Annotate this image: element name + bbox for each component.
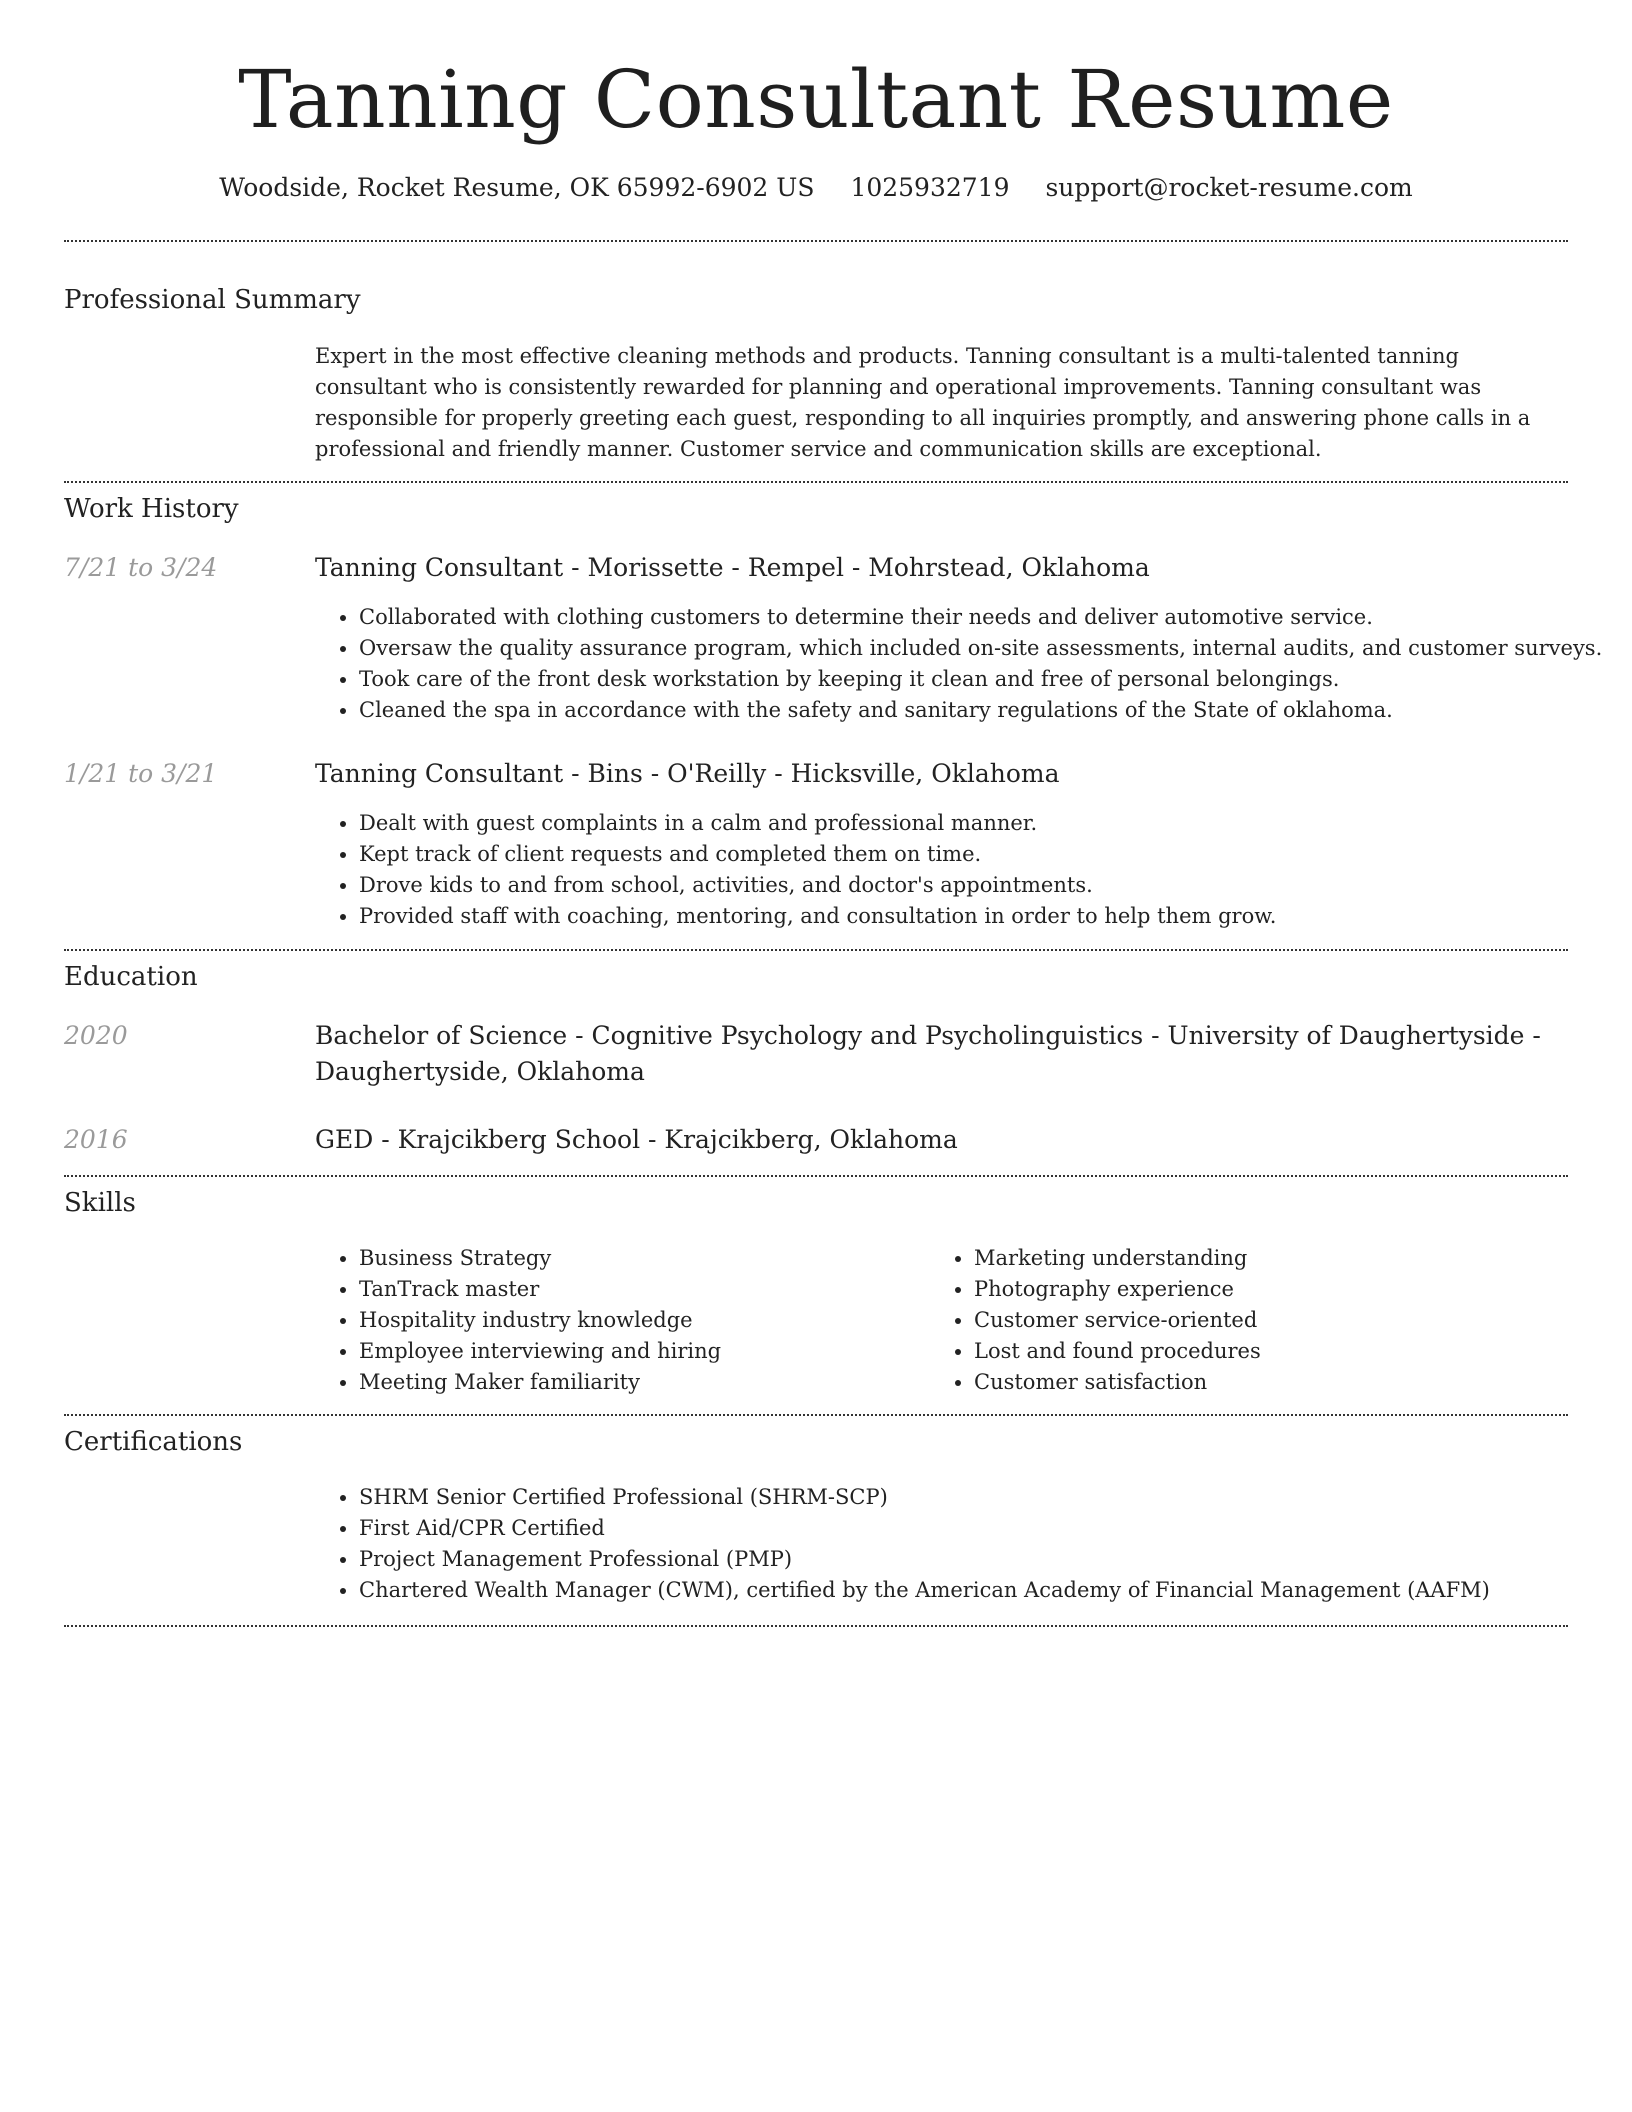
job-title: Tanning Consultant [315, 553, 564, 582]
list-item: • Marketing understanding [974, 1243, 1574, 1274]
list-item: • Customer satisfaction [974, 1367, 1574, 1398]
contact-phone: 1025932719 [850, 173, 1010, 202]
divider [64, 240, 1568, 242]
resume-title: Tanning Consultant Resume [238, 53, 1394, 146]
skills-list-right [930, 1243, 1574, 1398]
job-dates: 1/21 to 3/21 [64, 759, 218, 788]
job-bullets [315, 602, 1614, 726]
divider [64, 949, 1568, 951]
contact-address: Woodside, Rocket Resume, OK 65992-6902 US [219, 173, 815, 202]
job-bullets [315, 808, 1614, 932]
job-company: Bins - O'Reilly - Hicksville, Oklahoma [587, 759, 1060, 788]
education-heading: GED - Krajcikberg School - Krajcikberg, Oklahoma [315, 1125, 958, 1154]
section-title-summary: Professional Summary [64, 285, 361, 315]
list-item: • Drove kids to and from school, activities, and doctor's appointments. [359, 870, 1614, 901]
job-heading: Tanning Consultant - Bins - O'Reilly - Hicksville, Oklahoma [315, 759, 1060, 788]
divider [64, 481, 1568, 483]
list-item: • Hospitality industry knowledge [359, 1305, 919, 1336]
list-item: • Customer service-oriented [974, 1305, 1574, 1336]
contact-line [0, 172, 1632, 204]
education-degree: GED [315, 1125, 374, 1154]
resume-header [0, 0, 1632, 204]
certifications-list [315, 1482, 1614, 1606]
education-degree: Bachelor of Science - Cognitive Psychology and Psycholinguistics [315, 1021, 1144, 1050]
job-heading: Tanning Consultant - Morissette - Rempel - Mohrstead, Oklahoma [315, 553, 1150, 582]
section-title-education: Education [64, 962, 198, 992]
job-title: Tanning Consultant [315, 759, 564, 788]
list-item: • TanTrack master [359, 1274, 919, 1305]
education-school: University of Daughertyside - Daughertyside, Oklahoma [315, 1021, 1541, 1086]
section-title-work-history: Work History [64, 494, 239, 524]
skills-list-left [315, 1243, 919, 1398]
job-company: Morissette - Rempel - Mohrstead, Oklahoma [587, 553, 1150, 582]
list-item: • Dealt with guest complaints in a calm and professional manner. [359, 808, 1614, 839]
list-item: • Lost and found procedures [974, 1336, 1574, 1367]
education-heading: Bachelor of Science - Cognitive Psychology and Psycholinguistics - University of Daughertyside - Daughertyside, Oklahoma [315, 1021, 1541, 1086]
education-year: 2020 [64, 1021, 128, 1050]
summary-block [315, 341, 1570, 465]
list-item: • Chartered Wealth Manager (CWM), certified by the American Academy of Financial Management (AAFM) [359, 1575, 1614, 1606]
list-item: • Photography experience [974, 1274, 1574, 1305]
list-item: • Kept track of client requests and completed them on time. [359, 839, 1614, 870]
section-title-certifications: Certifications [64, 1427, 243, 1457]
list-item: • First Aid/CPR Certified [359, 1513, 1614, 1544]
list-item: • Meeting Maker familiarity [359, 1367, 919, 1398]
contact-email: support@rocket-resume.com [1045, 173, 1413, 202]
divider [64, 1175, 1568, 1177]
list-item: • Took care of the front desk workstation by keeping it clean and free of personal belongings. [359, 664, 1614, 695]
list-item: • Collaborated with clothing customers to determine their needs and deliver automotive service. [359, 602, 1614, 633]
education-school: Krajcikberg School - Krajcikberg, Oklahoma [397, 1125, 958, 1154]
section-title-skills: Skills [64, 1188, 136, 1218]
list-item: • Oversaw the quality assurance program, which included on-site assessments, internal audits, and customer surveys. [359, 633, 1614, 664]
list-item: • Cleaned the spa in accordance with the safety and sanitary regulations of the State of oklahoma. [359, 695, 1614, 726]
job-dates: 7/21 to 3/24 [64, 553, 218, 582]
education-year: 2016 [64, 1125, 128, 1154]
list-item: • Provided staff with coaching, mentoring, and consultation in order to help them grow. [359, 901, 1614, 932]
divider [64, 1414, 1568, 1416]
list-item: • Business Strategy [359, 1243, 919, 1274]
list-item: • Employee interviewing and hiring [359, 1336, 919, 1367]
divider [64, 1625, 1568, 1627]
summary-text: Expert in the most effective cleaning methods and products. Tanning consultant is a multi-talented tanning consultant who is consistently rewarded for planning and operational improvements. Tanning consultant was responsible for properly greeting each guest, responding to all inquiries promptly, and answering phone calls in a professional and friendly manner. Customer service and communication skills are exceptional. [315, 344, 1531, 461]
list-item: • SHRM Senior Certified Professional (SHRM-SCP) [359, 1482, 1614, 1513]
list-item: • Project Management Professional (PMP) [359, 1544, 1614, 1575]
